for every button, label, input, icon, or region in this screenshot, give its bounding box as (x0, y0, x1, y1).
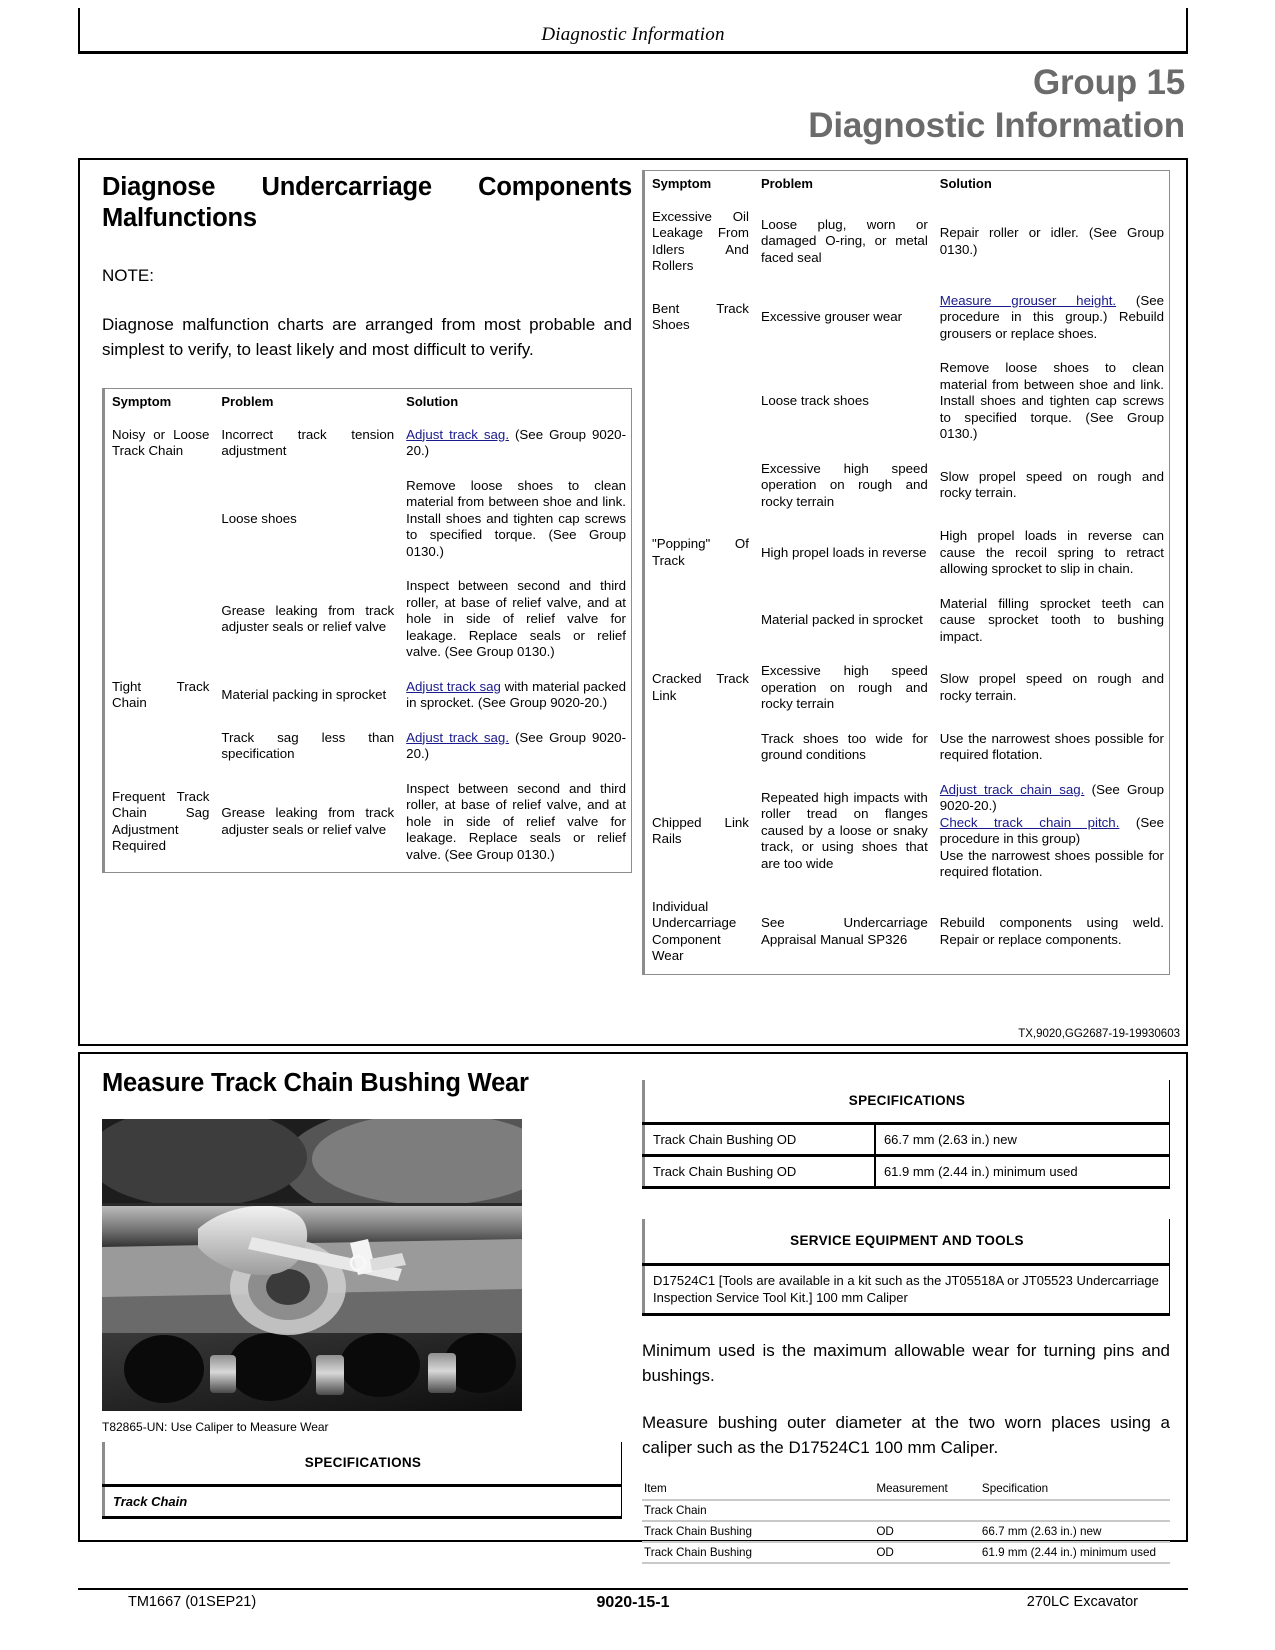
table-row (644, 519, 1170, 587)
diagnostic-table-left (102, 388, 632, 873)
cell-symptom (644, 452, 754, 520)
cell-problem: Track shoes too wide for ground conditions (760, 730, 928, 762)
col-header-item: Item (642, 1480, 874, 1500)
spec-value: 66.7 mm (2.63 in.) new (875, 1124, 1170, 1156)
running-head-title: Diagnostic Information (541, 24, 725, 45)
diagnostic-table-right-body (644, 200, 1170, 975)
spec-title-right: SPECIFICATIONS (644, 1080, 1170, 1124)
col-header-specification: Specification (980, 1480, 1170, 1500)
col-header-problem: Problem (760, 176, 813, 191)
table-row (644, 452, 1170, 520)
col-header-symptom: Symptom (652, 176, 712, 191)
footer-divider (78, 1588, 1188, 1590)
caliper-photo (102, 1119, 522, 1411)
reference-code: TX,9020,GG2687-19-19930603 (1018, 1028, 1180, 1040)
measure-paragraph-2: Measure bushing outer diameter at the two worn places using a caliper such as the D17524C1 100 mm Caliper. (642, 1413, 1170, 1457)
table-row (644, 890, 1170, 975)
diagnostic-table-left-body (104, 418, 632, 873)
cell-solution: Adjust track sag. (See Group 9020-20.) (406, 729, 626, 761)
cell-specification: 61.9 mm (2.44 in.) minimum used (980, 1542, 1170, 1563)
table-row (644, 654, 1170, 722)
table-row (104, 569, 632, 670)
cell-problem: Grease leaking from track adjuster seals or relief valve (221, 602, 395, 635)
cell-problem: Excessive high speed operation on rough and rocky terrain (760, 663, 928, 711)
cell-measurement: OD (874, 1542, 980, 1563)
cell-problem: Grease leaking from track adjuster seals or relief valve (221, 805, 395, 837)
table-row (104, 721, 632, 772)
cell-symptom (644, 587, 754, 655)
cell-solution: Remove loose shoes to clean material from between shoe and link. Install shoes and tighten cap screws to specified torque. (See Group 0130.) (406, 477, 626, 559)
cell-solution: High propel loads in reverse can cause the recoil spring to retract allowing sprocket to slip in chain. (939, 528, 1164, 576)
solution-link[interactable]: Measure grouser height. (939, 292, 1117, 308)
cell-problem: Repeated high impacts with roller tread on flanges caused by a loose or snaky track, or using shoes that are too wide (760, 789, 928, 871)
cell-measurement (874, 1500, 980, 1521)
caliper-photo-image (102, 1119, 522, 1411)
col-header-measurement: Measurement (874, 1480, 980, 1500)
cell-problem: See Undercarriage Appraisal Manual SP326 (760, 915, 928, 947)
spec-value: 61.9 mm (2.44 in.) minimum used (875, 1156, 1170, 1188)
cell-symptom: Noisy or Loose Track Chain (112, 426, 210, 458)
cell-solution: Adjust track sag. (See Group 9020-20.) (406, 426, 626, 458)
cell-specification: 66.7 mm (2.63 in.) new (980, 1521, 1170, 1542)
cell-problem: Material packing in sprocket (221, 686, 387, 702)
item-measurement-table (642, 1480, 1170, 1564)
cell-problem: Material packed in sprocket (760, 612, 923, 627)
table-header-row (104, 389, 632, 418)
solution-link[interactable]: Adjust track sag. (406, 729, 510, 745)
cell-symptom: Tight Track Chain (112, 678, 210, 710)
cell-problem: High propel loads in reverse (760, 544, 927, 560)
spec-title-left: SPECIFICATIONS (104, 1442, 622, 1486)
measure-paragraph-1: Minimum used is the maximum allowable wear for turning pins and bushings. (642, 1341, 1170, 1385)
cell-item: Track Chain Bushing (642, 1521, 874, 1542)
group-number: Group 15 (1032, 63, 1185, 102)
note-label: NOTE: (102, 266, 154, 285)
spec-left-label: Track Chain (104, 1486, 622, 1518)
footer-page-number: 9020-15-1 (596, 1594, 670, 1611)
cell-solution: Inspect between second and third roller, at base of relief valve, and at hole in side of relief valve for leakage. Replace seals or relief valve. (See Group 0130.) (406, 780, 626, 862)
measure-right-column (642, 1072, 1170, 1564)
cell-problem: Excessive high speed operation on rough and rocky terrain (760, 460, 928, 509)
measure-left-column (102, 1068, 622, 1519)
col-header-problem: Problem (221, 394, 274, 409)
table-row (644, 1156, 1170, 1188)
table-row (644, 773, 1170, 890)
col-header-solution: Solution (406, 394, 459, 409)
table-header-row (644, 171, 1170, 200)
diagnose-right-column (642, 170, 1170, 975)
cell-solution: Measure grouser height. (See procedure in this group.) Rebuild grousers or replace shoes. (939, 292, 1164, 341)
specifications-table-left (102, 1442, 622, 1519)
cell-symptom (104, 721, 215, 772)
table-row (104, 772, 632, 873)
table-row (642, 1500, 1170, 1521)
cell-problem: Loose plug, worn or damaged O-ring, or metal faced seal (760, 216, 928, 265)
cell-symptom: Cracked Track Link (652, 671, 749, 703)
cell-solution: Adjust track chain sag. (See Group 9020-20.) Check track chain pitch. (See procedure in this group) Use the narrowest shoes possible for required flotation. (939, 781, 1164, 879)
note-body: Diagnose malfunction charts are arranged from most probable and simplest to verify, to least likely and most difficult to verify. (102, 315, 632, 359)
cell-solution: Repair roller or idler. (See Group 0130.) (939, 225, 1164, 257)
cell-symptom: Frequent Track Chain Sag Adjustment Required (112, 788, 210, 854)
cell-problem: Track sag less than specification (221, 729, 395, 761)
table-row (644, 587, 1170, 655)
table-row (644, 1265, 1170, 1315)
spec-label: Track Chain Bushing OD (644, 1156, 875, 1188)
cell-symptom (644, 351, 754, 452)
table-row (644, 351, 1170, 452)
cell-solution: Inspect between second and third roller, at base of relief valve, and at hole in side of relief valve for leakage. Replace seals or relief valve. (See Group 0130.) (406, 578, 626, 659)
col-header-solution: Solution (939, 176, 992, 191)
solution-link[interactable]: Adjust track sag. (406, 426, 510, 442)
table-row (104, 1486, 622, 1518)
tools-title-row (644, 1219, 1170, 1265)
running-head-bar (78, 8, 1188, 54)
solution-link[interactable]: Check track chain pitch. (939, 814, 1120, 830)
table-row (644, 1124, 1170, 1156)
cell-symptom: Chipped Link Rails (652, 814, 749, 846)
cell-problem: Excessive grouser wear (760, 309, 903, 324)
table-row (642, 1542, 1170, 1563)
diagnose-left-column (102, 172, 632, 873)
cell-solution: Rebuild components using weld. Repair or replace components. (939, 915, 1164, 947)
table-row (104, 469, 632, 570)
table-row (644, 722, 1170, 773)
cell-solution: Material filling sprocket teeth can cause sprocket tooth to bushing impact. (939, 595, 1164, 644)
cell-symptom: Bent Track Shoes (652, 300, 749, 333)
table-row (104, 670, 632, 721)
cell-item: Track Chain Bushing (642, 1542, 874, 1563)
table-row (644, 200, 1170, 284)
cell-measurement: OD (874, 1521, 980, 1542)
footer-manual-id: TM1667 (01SEP21) (128, 1594, 257, 1610)
table-header-row (642, 1480, 1170, 1500)
section-title-measure: Measure Track Chain Bushing Wear (102, 1069, 529, 1097)
cell-symptom: Individual Undercarriage Component Wear (652, 898, 737, 963)
group-heading (808, 62, 1185, 148)
cell-item: Track Chain (642, 1500, 874, 1521)
cell-symptom (104, 569, 215, 670)
page-title: Diagnose Undercarriage Components Malfunctions (102, 173, 632, 232)
spec-title-row (644, 1080, 1170, 1124)
group-title: Diagnostic Information (808, 106, 1185, 145)
cell-symptom: Excessive Oil Leakage From Idlers And Rollers (652, 208, 749, 273)
table-row (104, 418, 632, 469)
cell-symptom (644, 722, 754, 773)
cell-specification (980, 1500, 1170, 1521)
measure-bushing-section (78, 1052, 1188, 1559)
spec-label: Track Chain Bushing OD (644, 1124, 875, 1156)
solution-link[interactable]: Adjust track chain sag. (939, 781, 1085, 797)
diagnose-section (78, 158, 1188, 1046)
tools-body: D17524C1 [Tools are available in a kit such as the JT05518A or JT05523 Undercarriage Inspection Service Tool Kit.] 100 mm Caliper (644, 1265, 1170, 1315)
service-tools-table (642, 1219, 1170, 1316)
table-row (644, 284, 1170, 352)
solution-link[interactable]: Adjust track sag (406, 678, 501, 694)
cell-problem: Loose shoes (221, 510, 297, 526)
figure-caption: T82865-UN: Use Caliper to Measure Wear (102, 1420, 329, 1434)
spec-title-row (104, 1442, 622, 1486)
cell-problem: Loose track shoes (760, 393, 869, 408)
footer-model: 270LC Excavator (1026, 1594, 1138, 1610)
table-row (642, 1521, 1170, 1542)
specifications-table-right (642, 1080, 1170, 1189)
cell-solution: Remove loose shoes to clean material from between shoe and link. Install shoes and tighten cap screws to specified torque. (See Group 0130.) (939, 360, 1164, 441)
cell-symptom (104, 469, 215, 570)
col-header-symptom: Symptom (112, 394, 172, 409)
item-measurement-table-body (642, 1500, 1170, 1563)
cell-solution: Slow propel speed on rough and rocky terrain. (939, 468, 1164, 501)
cell-problem: Incorrect track tension adjustment (221, 426, 395, 458)
tools-title: SERVICE EQUIPMENT AND TOOLS (644, 1219, 1170, 1265)
cell-solution: Adjust track sag with material packed in sprocket. (See Group 9020-20.) (406, 678, 626, 710)
cell-solution: Slow propel speed on rough and rocky terrain. (939, 671, 1164, 703)
cell-solution: Use the narrowest shoes possible for required flotation. (939, 730, 1164, 762)
diagnostic-table-right (642, 170, 1170, 975)
cell-symptom: "Popping" Of Track (652, 536, 749, 568)
